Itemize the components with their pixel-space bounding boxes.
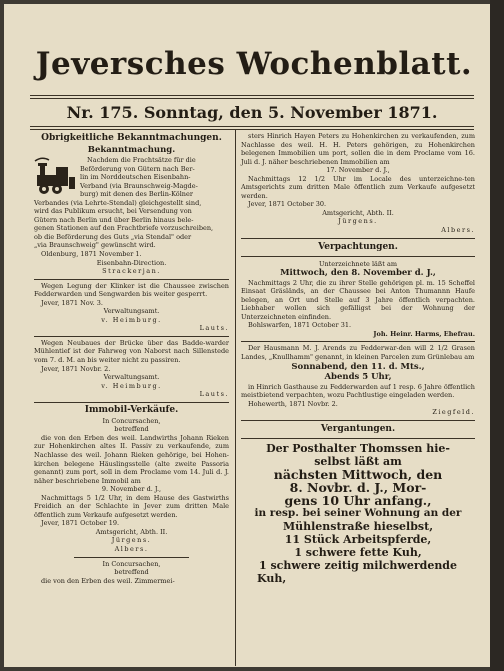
divider — [241, 341, 475, 342]
notice-1-line: lin im Norddeutschen Eisenbahn- — [80, 173, 191, 182]
notice-2-date: Jever, 1871 Nov. 3. — [41, 298, 103, 307]
notice-1-office: Eisenbahn-Direction. — [96, 258, 167, 267]
issue-dateline: Nr. 175. Sonntag, den 5. November 1871. — [66, 103, 438, 122]
section-official-title: Obrigkeitliche Bekanntmachungen. — [41, 133, 222, 143]
auction-ad-line: Kuh, — [257, 571, 287, 585]
notice-1-line: Gütern nach Berlin und über Berlin hinaus bele- — [34, 215, 194, 224]
continued-body: sters Hinrich Hayen Peters zu Hohenkirchen zu verkaufenden, zum Nachlasse des weil. H. H. Peters gehörigen, zu Hohenkirchen belegenen Immobilien um port, sollen die in dem Proclame vom 16. Juli d. J. näher beschriebenen Immobilien am — [241, 132, 475, 166]
auction-ad-line: gens 10 Uhr anfang., — [284, 492, 432, 508]
lease-body: Nachmittags 2 Uhr, die zu ihrer Stelle gehörigen pl. m. 15 Scheffel Einsaat Gräsländs, an der Chaussee bei Anton Thumannn Haufe belegen, an Ort und Stelle auf 3 Jahre öffentlich verpachten. Liebhaber wollen sich gefälligst bei der Wohnung der Unterzeichneten einfinden. — [241, 278, 475, 321]
notice-title: Bekanntmachung. — [87, 145, 176, 155]
immobil-body: die von den Erben des weil. Landwirths Johann Rieken zur Hohenkirchen altes II. Passiv zu verkaufende, zum Nachlasse des weil. Johann Rieken gehörige, bei Hohen-kirchen belegene Häuslingsstelle (alte zweite Passoria genannt) zum port, soll in dem Proclame vom 14. Juli d. J. näher beschriebene Immobil am — [34, 433, 229, 485]
section-immobil-title: Immobil-Verkäufe. — [84, 404, 179, 415]
notice-3-signature: v. Heimburg. — [101, 381, 162, 390]
divider — [34, 279, 229, 280]
lease-2-place: Hohewerth, 1871 Novbr. 2. — [248, 399, 338, 408]
immobil-date: 9. November d. J., — [101, 485, 162, 494]
binding-edge — [490, 0, 504, 671]
immobil-place: Jever, 1871 October 19. — [41, 519, 120, 528]
immobil-signature: Jürgens. — [111, 536, 152, 545]
continued-signature: Jürgens. — [338, 217, 378, 226]
lease-2-body: Der Hausmann M. J. Arends zu Fedderwar-den will 2 1/2 Grasen Landes, „Knullhamm" genannt, in kleinen Parcelen zum Grünlebau am — [241, 344, 475, 361]
lease-2-signature: Ziegfeld. — [432, 408, 475, 417]
notice-2-office: Verwaltungsamt. — [103, 307, 160, 316]
notice-2-body: Wegen Legung der Klinker ist die Chaussee zwischen Fedderwarden und Sengwarden bis weiter gesperrt. — [34, 281, 229, 299]
auction-ad-line: Mühlenstraße hieselbst, — [282, 519, 434, 533]
masthead: Jeversches Wochenblatt. — [35, 46, 473, 82]
immobil-2-intro: In Concursachen, — [102, 559, 161, 568]
notice-2-note: Lauts. — [199, 324, 229, 333]
immobil-intro: In Concursachen, — [102, 416, 161, 425]
continued-court: Amtsgericht, Abth. II. — [322, 208, 394, 217]
section-auction-box — [241, 420, 475, 439]
immobil-2-intro-sub: betreffend — [114, 568, 149, 577]
auction-ad-line: in resp. bei seiner Wohnung an der — [254, 506, 462, 519]
auction-ad-line: selbst läßt am — [314, 454, 402, 468]
lease-date: Mittwoch, den 8. November d. J., — [280, 268, 436, 279]
lease-intro: Unterzeichnete läßt am — [319, 259, 397, 268]
continued-date: 17. November d. J., — [326, 166, 390, 175]
notice-1-signature: Strackerjan. — [102, 267, 161, 276]
immobil-intro-sub: betreffend — [114, 425, 149, 434]
section-lease-box — [241, 238, 475, 257]
lease-place: Bohlswarfen, 1871 October 31. — [248, 321, 352, 330]
divider — [34, 336, 229, 337]
notice-3-date: Jever, 1871 Novbr. 2. — [41, 364, 111, 373]
auction-ad-line: 8. Novbr. d. J., Mor- — [289, 479, 427, 495]
notice-1-line: genen Stationen auf den Frachtbriefe vorzuschreiben, — [34, 224, 214, 233]
section-lease-title: Verpachtungen. — [318, 241, 398, 252]
lease-2-time: Abends 5 Uhr, — [324, 372, 392, 383]
immobil-2-body: die von den Erben des weil. Zimmermei- — [41, 576, 175, 585]
left-column — [34, 132, 229, 585]
immobil-note: Albers. — [114, 544, 149, 553]
notice-1-line: „via Braunschweig" gewünscht wird. — [34, 241, 156, 250]
auction-ad-line: Der Posthalter Thomssen hie- — [266, 441, 450, 455]
notice-1-date: Oldenburg, 1871 November 1. — [41, 250, 142, 259]
lease-signature: Joh. Heinr. Harms, Ehefrau. — [373, 329, 475, 338]
right-column — [241, 132, 475, 585]
notice-3-body: Wegen Neubaues der Brücke über das Badde-warder Mühlentief ist der Fahrweg von Naborst nach Sillenstede vom 7. d. M. an bis weiter nicht zu passiren. — [34, 338, 229, 365]
auction-ad — [241, 442, 475, 585]
notice-2-signature: v. Heimburg. — [101, 315, 162, 324]
locomotive-icon — [34, 157, 76, 197]
continued-place: Jever, 1871 October 30. — [248, 200, 327, 209]
masthead-rule-thin — [30, 98, 474, 99]
dateline-rule — [30, 126, 474, 127]
notice-3-note: Lauts. — [199, 390, 229, 399]
masthead-rule — [30, 95, 474, 96]
lease-2-date: Sonnabend, den 11. d. Mts., — [291, 361, 425, 372]
lease-2-body-2: in Hinrich Gasthause zu Fedderwarden auf 1 resp. 6 Jahre öffentlich meistbietend verpachten, wozu Pachtlustige eingeladen werden. — [241, 382, 475, 400]
dateline-rule-thin — [30, 129, 474, 130]
section-auction-title: Vergantungen. — [320, 423, 396, 434]
immobil-court: Amtsgericht, Abth. II. — [95, 527, 168, 536]
divider — [74, 557, 189, 558]
notice-1-line: Beförderung von Gütern nach Ber- — [80, 164, 195, 173]
notice-3-office: Verwaltungsamt. — [103, 373, 160, 382]
continued-note: Albers. — [441, 226, 475, 235]
immobil-body-2: Nachmittags 5 1/2 Uhr, in dem Hause des Gastwirths Freidich an der Schlachte in Jever zum dritten Male öffentlich zum Verkaufe aufgesetzt werden. — [34, 493, 229, 519]
notice-1-line: Verband (via Braunschweig-Magde- — [80, 181, 198, 190]
auction-ad-line: 11 Stück Arbeitspferde, — [284, 532, 432, 546]
notice-1-line: Nachdem die Frachtsätze für die — [87, 156, 196, 164]
auction-ad-line: 1 schwere zeitig milchwerdende — [259, 558, 457, 572]
notice-1-line: burg) mit denen des Berlin-Kölner — [80, 190, 193, 199]
auction-ad-line: nächsten Mittwoch, den — [273, 466, 443, 482]
auction-ad-line: 1 schwere fette Kuh, — [294, 545, 422, 559]
notice-1-line: wird das Publikum ersucht, bei Versendung von — [34, 207, 192, 216]
notice-1-line: Verbandes (via Lehrte-Stendal) gleichgestellt sind, — [34, 198, 202, 207]
newspaper-page — [4, 4, 490, 667]
notice-1-line: ob die Beförderung des Guts „via Stendal" oder — [34, 232, 192, 241]
column-separator — [235, 130, 236, 666]
continued-body-2: Nachmittags 12 1/2 Uhr im Locale des unterzeichne-ten Amtsgerichts zum dritten Male öffentlich zum Verkaufe aufgesetzt werden. — [241, 174, 475, 200]
divider — [34, 402, 229, 403]
